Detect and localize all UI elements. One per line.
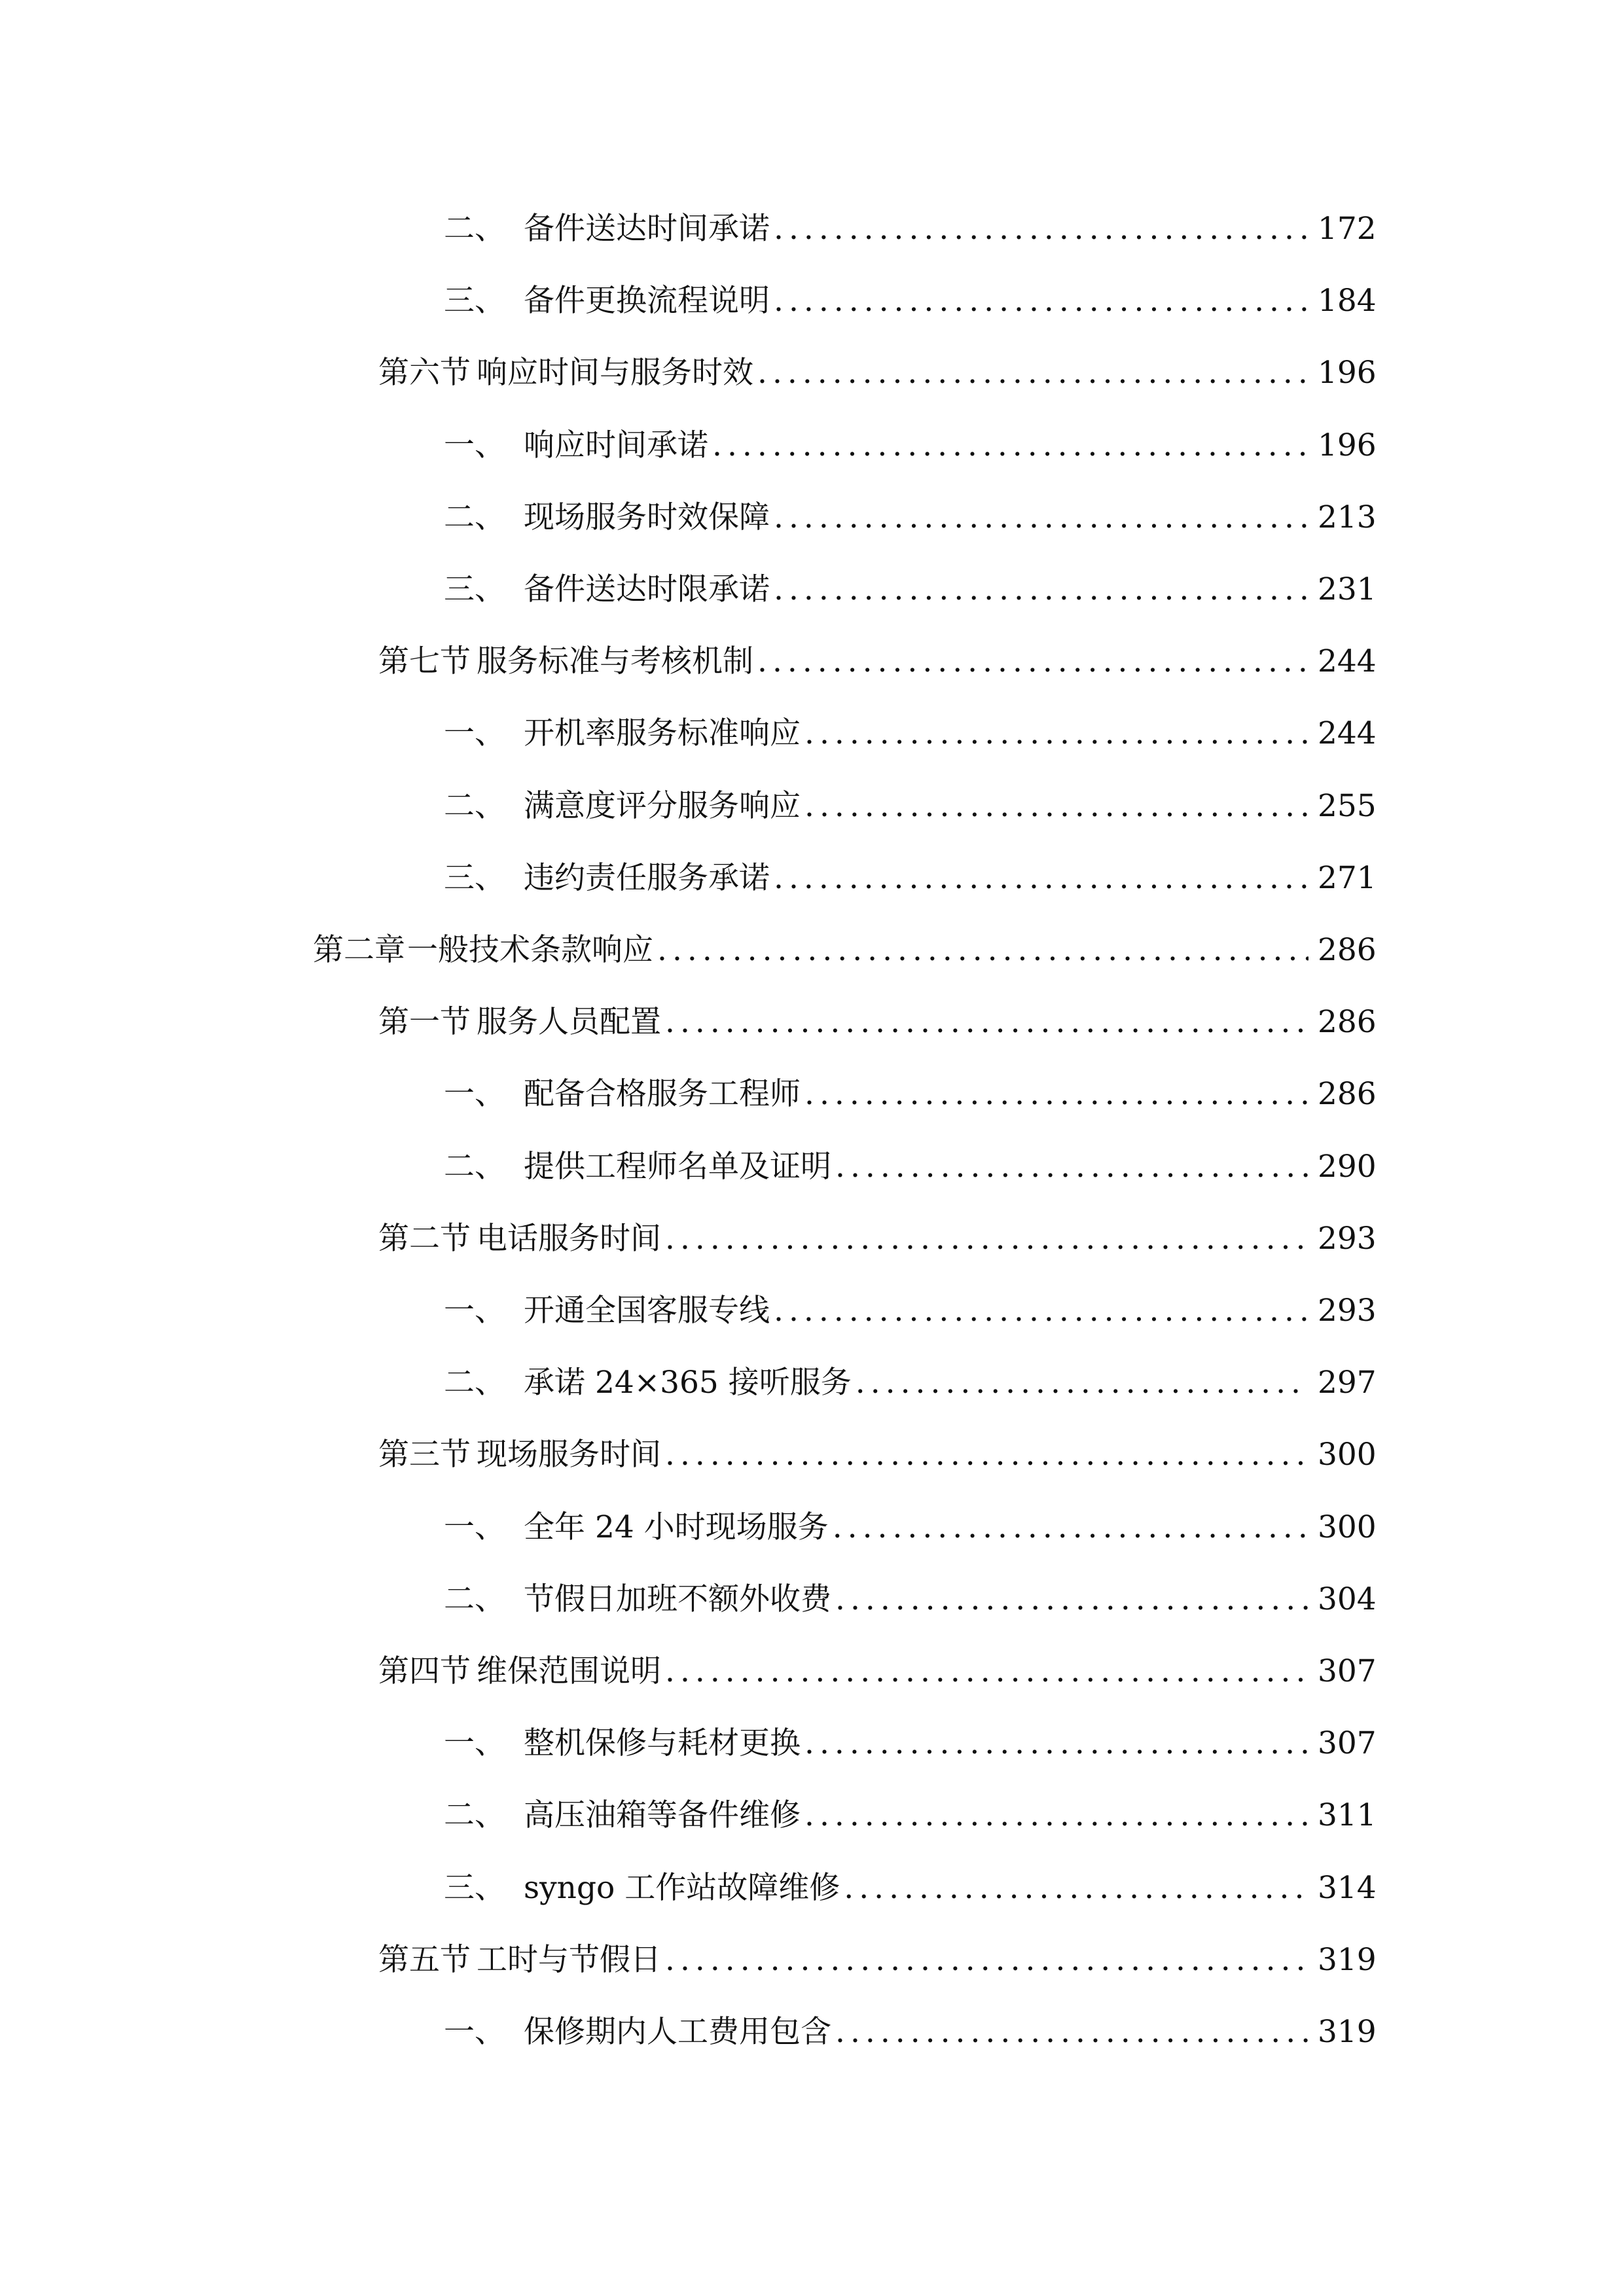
toc-entry-item[interactable]: [444, 1141, 1377, 1193]
toc-entry-page-number: 293: [1318, 1293, 1377, 1329]
toc-entry-item[interactable]: [444, 1717, 1377, 1770]
toc-entry-title: 工时与节假日: [477, 1941, 661, 1978]
toc-entry-section[interactable]: [378, 1429, 1377, 1481]
toc-entry-page-number: 196: [1318, 355, 1377, 391]
toc-entry-item[interactable]: [444, 492, 1377, 544]
toc-entry-title: 备件送达时间承诺: [524, 211, 770, 247]
toc-entry-title: 高压油箱等备件维修: [524, 1797, 801, 1834]
toc-entry-item[interactable]: [444, 275, 1377, 327]
toc-entry-page-number: 307: [1318, 1653, 1377, 1689]
toc-entry-number: 一、: [444, 1725, 505, 1762]
toc-entry-number: 二、: [444, 1365, 505, 1401]
toc-leader-dots: [804, 1068, 1308, 1121]
toc-entry-title: 电话服务时间: [477, 1220, 661, 1257]
toc-entry-page-number: 172: [1318, 211, 1377, 247]
toc-entry-number: 二、: [444, 1148, 505, 1185]
toc-entry-page-number: 213: [1318, 499, 1377, 535]
toc-entry-page-number: 319: [1318, 2014, 1377, 2050]
toc-leader-dots: [712, 420, 1308, 472]
toc-leader-dots: [757, 347, 1308, 399]
toc-entry-item[interactable]: [444, 1357, 1377, 1409]
toc-entry-number: 第五节: [378, 1941, 471, 1978]
toc-entry-title: 承诺 24×365 接听服务: [524, 1365, 852, 1401]
toc-entry-item[interactable]: [444, 1285, 1377, 1337]
toc-entry-section[interactable]: [378, 1213, 1377, 1265]
toc-entry-title: 提供工程师名单及证明: [524, 1148, 831, 1185]
toc-entry-section[interactable]: [378, 636, 1377, 688]
toc-entry-number: 一、: [444, 1076, 505, 1113]
toc-entry-title: 现场服务时效保障: [524, 499, 770, 535]
toc-entry-title: 满意度评分服务响应: [524, 787, 801, 824]
toc-entry-title: 响应时间与服务时效: [477, 355, 753, 391]
toc-entry-title: 配备合格服务工程师: [524, 1076, 801, 1113]
toc-entry-title: 违约责任服务承诺: [524, 859, 770, 896]
toc-entry-title: 备件更换流程说明: [524, 283, 770, 319]
toc-entry-section[interactable]: [378, 1934, 1377, 1986]
toc-entry-item[interactable]: [444, 708, 1377, 760]
toc-leader-dots: [774, 492, 1308, 544]
toc-entry-number: 第二节: [378, 1220, 471, 1257]
toc-entry-title: 维保范围说明: [477, 1653, 661, 1689]
toc-entry-item[interactable]: [444, 1789, 1377, 1842]
toc-entry-section[interactable]: [378, 1645, 1377, 1698]
toc-leader-dots: [835, 1573, 1308, 1626]
toc-entry-chapter[interactable]: [313, 924, 1377, 977]
toc-entry-page-number: 231: [1318, 571, 1377, 607]
toc-entry-section[interactable]: [378, 347, 1377, 399]
toc-leader-dots: [844, 1862, 1308, 1914]
toc-entry-section[interactable]: [378, 996, 1377, 1049]
toc-entry-title: 响应时间承诺: [524, 427, 708, 463]
toc-entry-item[interactable]: [444, 1573, 1377, 1626]
toc-entry-page-number: 311: [1318, 1797, 1377, 1834]
toc-entry-item[interactable]: [444, 203, 1377, 255]
toc-entry-page-number: 255: [1318, 787, 1377, 824]
toc-leader-dots: [757, 636, 1308, 688]
toc-entry-number: 第四节: [378, 1653, 471, 1689]
toc-entry-page-number: 290: [1318, 1148, 1377, 1185]
toc-entry-number: 一、: [444, 1509, 505, 1545]
toc-entry-title: 保修期内人工费用包含: [524, 2014, 831, 2050]
toc-entry-number: 二、: [444, 211, 505, 247]
toc-entry-item[interactable]: [444, 1068, 1377, 1121]
toc-entry-page-number: 286: [1318, 932, 1377, 968]
toc-entry-title: 全年 24 小时现场服务: [524, 1509, 829, 1545]
toc-entry-item[interactable]: [444, 2006, 1377, 2058]
toc-leader-dots: [804, 1717, 1308, 1770]
toc-leader-dots: [835, 2006, 1308, 2058]
toc-entry-item[interactable]: [444, 564, 1377, 616]
toc-entry-title: syngo 工作站故障维修: [524, 1869, 840, 1906]
toc-leader-dots: [657, 924, 1308, 977]
toc-entry-number: 第六节: [378, 355, 471, 391]
toc-entry-title: 整机保修与耗材更换: [524, 1725, 801, 1762]
toc-entry-page-number: 196: [1318, 427, 1377, 463]
toc-leader-dots: [835, 1141, 1308, 1193]
toc-entry-title: 现场服务时间: [477, 1437, 661, 1473]
toc-entry-page-number: 293: [1318, 1220, 1377, 1257]
toc-leader-dots: [665, 1213, 1308, 1265]
toc-entry-number: 一、: [444, 715, 505, 752]
toc-leader-dots: [774, 203, 1308, 255]
toc-entry-number: 三、: [444, 1869, 505, 1906]
toc-leader-dots: [774, 852, 1308, 905]
toc-leader-dots: [665, 1934, 1308, 1986]
toc-entry-number: 第二章: [313, 932, 405, 968]
toc-entry-number: 第一节: [378, 1004, 471, 1041]
toc-leader-dots: [665, 996, 1308, 1049]
toc-leader-dots: [665, 1645, 1308, 1698]
toc-entry-number: 二、: [444, 1581, 505, 1617]
toc-entry-number: 一、: [444, 1293, 505, 1329]
toc-entry-page-number: 314: [1318, 1869, 1377, 1906]
toc-entry-number: 第七节: [378, 643, 471, 680]
toc-entry-number: 一、: [444, 427, 505, 463]
toc-leader-dots: [856, 1357, 1308, 1409]
toc-entry-item[interactable]: [444, 780, 1377, 833]
toc-entry-page-number: 184: [1318, 283, 1377, 319]
toc-entry-page-number: 319: [1318, 1941, 1377, 1978]
toc-entry-item[interactable]: [444, 1501, 1377, 1554]
toc-entry-page-number: 297: [1318, 1365, 1377, 1401]
toc-entry-title: 开机率服务标准响应: [524, 715, 801, 752]
toc-entry-page-number: 307: [1318, 1725, 1377, 1762]
toc-entry-page-number: 271: [1318, 859, 1377, 896]
toc-leader-dots: [804, 780, 1308, 833]
toc-entry-title: 服务标准与考核机制: [477, 643, 753, 680]
toc-entry-item[interactable]: [444, 852, 1377, 905]
toc-entry-page-number: 244: [1318, 643, 1377, 680]
toc-leader-dots: [833, 1501, 1308, 1554]
toc-entry-page-number: 286: [1318, 1076, 1377, 1113]
toc-entry-number: 三、: [444, 571, 505, 607]
toc-leader-dots: [774, 275, 1308, 327]
toc-entry-number: 一、: [444, 2014, 505, 2050]
toc-leader-dots: [804, 1789, 1308, 1842]
toc-entry-title: 备件送达时限承诺: [524, 571, 770, 607]
toc-entry-item[interactable]: [444, 420, 1377, 472]
toc-entry-title: 服务人员配置: [477, 1004, 661, 1041]
toc-leader-dots: [804, 708, 1308, 760]
toc-entry-title: 一般技术条款响应: [407, 932, 653, 968]
toc-entry-page-number: 244: [1318, 715, 1377, 752]
toc-leader-dots: [774, 564, 1308, 616]
toc-entry-page-number: 286: [1318, 1004, 1377, 1041]
toc-entry-number: 二、: [444, 787, 505, 824]
toc-entry-number: 第三节: [378, 1437, 471, 1473]
toc-entry-page-number: 304: [1318, 1581, 1377, 1617]
toc-entry-number: 二、: [444, 499, 505, 535]
toc-entry-item[interactable]: [444, 1862, 1377, 1914]
toc-entry-number: 三、: [444, 283, 505, 319]
toc-leader-dots: [665, 1429, 1308, 1481]
toc-entry-number: 三、: [444, 859, 505, 896]
toc-entry-page-number: 300: [1318, 1509, 1377, 1545]
toc-entry-title: 节假日加班不额外收费: [524, 1581, 831, 1617]
toc-entry-number: 二、: [444, 1797, 505, 1834]
toc-leader-dots: [774, 1285, 1308, 1337]
toc-entry-title: 开通全国客服专线: [524, 1293, 770, 1329]
toc-entry-page-number: 300: [1318, 1437, 1377, 1473]
